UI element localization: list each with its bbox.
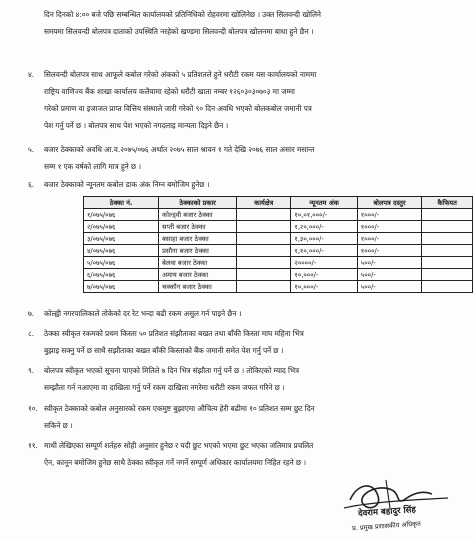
clause-number: ७. xyxy=(28,309,34,318)
table-cell: प्रसौना बजार ठेक्का xyxy=(159,245,237,257)
table-cell: चक्कौन बजार ठेक्का xyxy=(159,281,237,293)
table-row xyxy=(84,257,473,269)
clause-line: कोल्ह्वी नगरपालिकाले तोकेको दर रेट भन्दा बढी रकम असुल गर्न पाइने छैन । xyxy=(44,309,242,318)
intro-line: दिन दिनको ४:०० बजे पछि सम्बन्धित कार्यालयको प्रतिनिधिको रोहवरमा खोलिनेछ । उक्त सिलवन्दी खोलिने xyxy=(44,10,321,19)
table-cell xyxy=(422,281,473,293)
table-row xyxy=(84,233,473,245)
table-cell: बसाहा बजार ठेक्का xyxy=(159,233,237,245)
table-cell: १०००/- xyxy=(357,221,422,233)
clause-number: ४. xyxy=(28,70,34,79)
intro-line: समयमा सिलवन्दी बोलपत्र दाताको उपस्थिति नरहेको खण्डमा सिलवन्दी बोलपत्र खोलनमा बाधा हुने छैन । xyxy=(44,27,314,36)
table-cell: ५००/- xyxy=(357,281,422,293)
clause-line: पेश गर्नु पर्ने छ । बोलपत्र साथ पेश भएको नगदलाइ मान्यता दिइने छैन । xyxy=(44,121,229,130)
column-header: बोलपत्र दस्तुर xyxy=(357,197,422,209)
clause-line: राष्ट्रिय वाणिज्य बैंक शाखा कार्यालय कलैयामा रहेको धरौटी खाता नम्बर १२६०३०३०७०३ मा जम्मा xyxy=(44,87,295,96)
clause-line: स्वीकृत ठेक्काको कबोल अनुसारको रकम एकमुष्ट बुझाएमा औचित्य हेरी बढीमा १० प्रतिशत सम्म छुट दिन xyxy=(44,404,315,413)
table-cell xyxy=(422,245,473,257)
clause-number: १०. xyxy=(28,404,38,413)
table-cell: ५००/- xyxy=(357,257,422,269)
table-row xyxy=(84,245,473,257)
table-cell: २००००/- xyxy=(291,257,357,269)
table-cell xyxy=(237,257,291,269)
column-header: ठेक्काको प्रकार xyxy=(159,197,237,209)
table-cell: ४/०७५/०७६ xyxy=(84,245,159,257)
clause-line: बुझाइ सक्नु पर्ने छ साथै सझौताका बखत बाँकी किस्ताको बैंक जमानी समेत पेश गर्नु पर्ने छ । xyxy=(44,346,284,355)
table-cell: कोल्ड्वी बजार ठेक्का xyxy=(159,209,237,221)
clause-line: माथी लेखिएका सम्पूर्ण शर्तहरु सोही अनुसार हुनेछ र यदी छुट भएको भएमा छुट भएका जतिमात्र प्रचलित xyxy=(44,441,314,450)
clause-4 xyxy=(28,66,448,134)
signatory-name: देवराम बहादुर सिंह xyxy=(357,504,417,520)
clause-10 xyxy=(28,400,448,434)
clause-number: ९. xyxy=(28,366,34,375)
table-cell: अमाय बजार ठेक्का xyxy=(159,269,237,281)
table-cell: १०,०००/- xyxy=(291,281,357,293)
table-cell: १०००/- xyxy=(357,245,422,257)
table-cell xyxy=(422,233,473,245)
table-row xyxy=(84,281,473,293)
clause-7 xyxy=(28,305,448,322)
table-cell: १,२०,०००/- xyxy=(291,221,357,233)
table-row xyxy=(84,269,473,281)
clause-number: ८. xyxy=(28,329,34,338)
table-cell: ३/०७५/०७६ xyxy=(84,233,159,245)
clause-line: बजार ठेक्काको अवधि आ.व.२०७५/०७६ अर्थात २०७५ साल श्रावन १ गते देखि २०७६ साल असार मसान्त xyxy=(44,145,315,154)
table-cell: २/०७५/०७६ xyxy=(84,221,159,233)
clause-number: ११. xyxy=(28,441,38,450)
tender-table xyxy=(83,196,473,293)
clause-line: बजार ठेक्काको न्यूनतम कबोल डाक अंक निम्न बमोजिम हुनेछ । xyxy=(44,180,210,189)
table-cell xyxy=(237,233,291,245)
table-cell xyxy=(237,269,291,281)
table-cell xyxy=(237,281,291,293)
table-cell: १०,०००/- xyxy=(291,269,357,281)
table-cell: १,३०,०००/- xyxy=(291,233,357,245)
table-cell xyxy=(237,245,291,257)
clause-line: ठेक्का स्वीकृत रकमको प्रथम किस्ता ५० प्रतिशत संझौताका बखत तथा बाँकी किस्ता माघ महिना भित्र xyxy=(44,329,304,338)
clause-5 xyxy=(28,141,448,175)
table-cell: बेलवा बजार ठेक्का xyxy=(159,257,237,269)
table-cell: १०००/- xyxy=(357,233,422,245)
column-header: न्यूनतम अंक xyxy=(291,197,357,209)
table-cell xyxy=(422,257,473,269)
table-cell: १०००/- xyxy=(357,209,422,221)
column-header: ठेक्का नं. xyxy=(84,197,159,209)
table-cell: ५००/- xyxy=(357,269,422,281)
clause-line: सम्म १ एक वर्षको लागि मात्र हुने छ । xyxy=(44,162,141,171)
table-cell: १०,०१,०००/- xyxy=(291,209,357,221)
table-cell: सप्ती बजार ठेक्का xyxy=(159,221,237,233)
clause-line: सम्झौता गर्न नआएमा वा दाखिला गर्नु पर्ने रकम दाखिला नगरेमा धरौटी रकम जफत गरिने छ । xyxy=(44,383,285,392)
clause-line: ऐन, कानून बमोजिम हुनेछ साथै ठेक्का स्वीकृत गर्ने नगर्ने सम्पूर्ण अधिकार कार्यालयमा निहित रहने छ । xyxy=(44,458,306,467)
table-cell: ६/०७५/०७६ xyxy=(84,269,159,281)
clause-11 xyxy=(28,437,448,471)
table-cell xyxy=(237,221,291,233)
clause-6 xyxy=(28,176,448,193)
clause-line: सिलवन्दी बोलपत्र साथ आफूले कबोल गरेको अंकको ५ प्रतिशतले हुने धरौटी रकम यस कार्यालयको नाममा xyxy=(44,70,317,79)
column-header: कार्यक्षेत्र xyxy=(237,197,291,209)
clause-line: सकिने छ । xyxy=(44,421,73,430)
clause-8 xyxy=(28,325,448,359)
table-cell xyxy=(422,221,473,233)
clause-line: बोलपत्र स्वीकृत भएको सूचना पाएको मितिले ७ दिन भित्र संझौता गर्नु पर्ने छ । तोकिएको म्याद भित्र xyxy=(44,366,299,375)
table-row xyxy=(84,221,473,233)
column-header: कैफियत xyxy=(422,197,473,209)
clause-line: गरेको प्रमाण वा इजाजत प्राप्त वित्तिय संस्थाले जारी गरेको ९० दिन अवधि भएको बोलकबोल जमानी पत्र xyxy=(44,104,312,113)
table-cell: १/०७५/०७६ xyxy=(84,209,159,221)
clause-number: ५. xyxy=(28,145,34,154)
table-cell xyxy=(237,209,291,221)
intro-paragraph xyxy=(44,6,448,40)
table-cell xyxy=(422,269,473,281)
table-header-row xyxy=(84,197,473,209)
table-cell: ५/०७५/०७६ xyxy=(84,257,159,269)
table-row xyxy=(84,209,473,221)
table-cell: १,१०,०००/- xyxy=(291,245,357,257)
table-cell: ७/०७५/०७६ xyxy=(84,281,159,293)
clause-9 xyxy=(28,362,448,396)
signatory-title: प्र. प्रमुख प्रशासकीय अधिकृत xyxy=(351,519,422,533)
clause-number: ६. xyxy=(28,180,34,189)
table-cell xyxy=(422,209,473,221)
